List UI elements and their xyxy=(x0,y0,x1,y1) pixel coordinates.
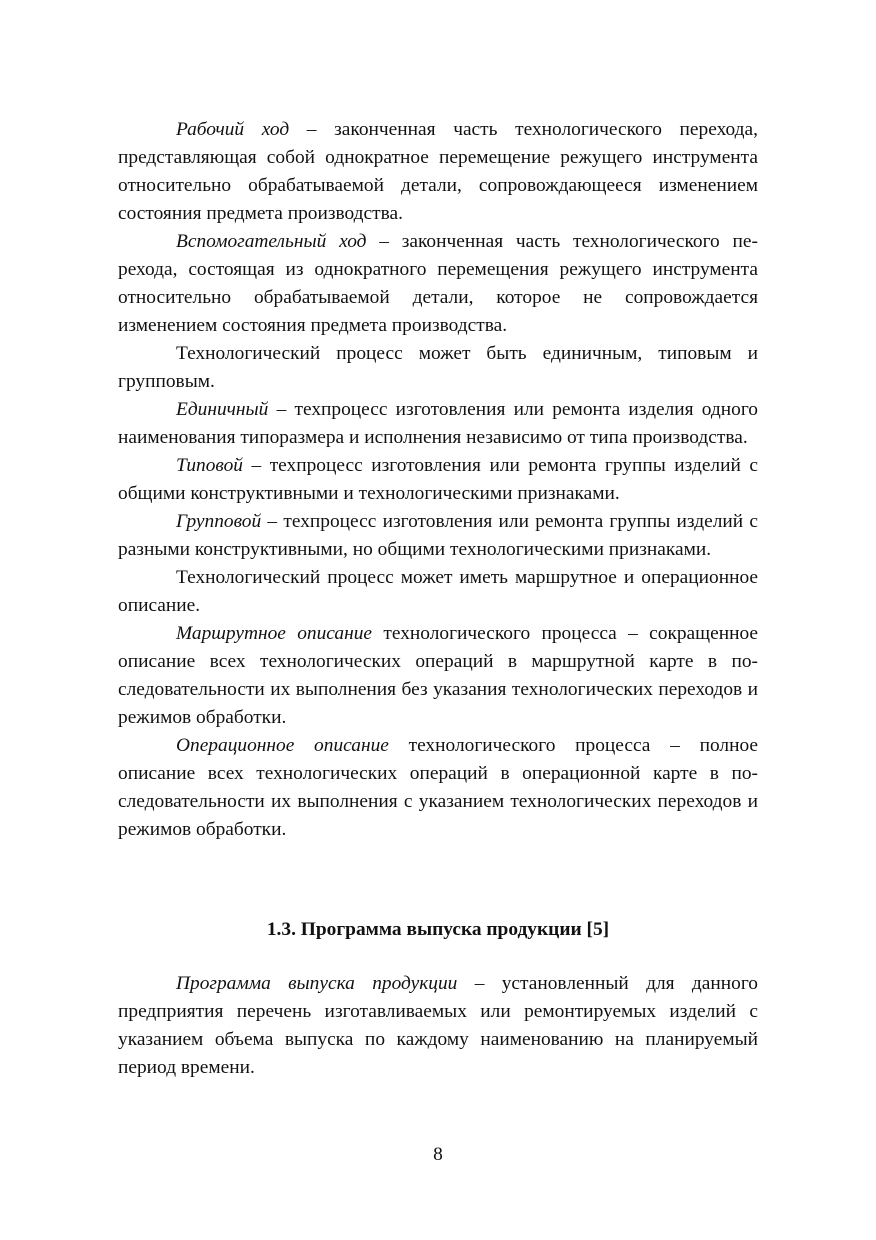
term: Программа выпуска продукции xyxy=(176,973,458,994)
definition: – установленный для данного предприятия перечень изготавливаемых или ремонтируемых изделий с указанием объема выпуска по каждому наименованию на планируемый период времени. xyxy=(118,973,758,1078)
definition: – техпроцесс изготовления или ремонта группы изделий с общими конструктивными и технологическими признаками. xyxy=(118,455,758,504)
paragraph-text: Технологический процесс может быть единичным, типовым и групповым. xyxy=(118,343,758,392)
section-body xyxy=(118,970,758,1082)
term: Вспомогательный ход xyxy=(176,231,367,252)
term: Типовой xyxy=(176,455,243,476)
term: Единичный xyxy=(176,399,269,420)
paragraph-production-program xyxy=(118,970,758,1082)
paragraph-group-process xyxy=(118,508,758,564)
definition: технологического процесса – полное описание всех технологических операций в операционной карте в последовательности их выполнения с указанием технологических переходов и режимов обработки. xyxy=(118,735,758,840)
definition: – законченная часть технологического перехода, представляющая собой однократное перемещение режущего инструмента относительно обрабатываемой детали, сопровождающееся изменением состояния предмета производства. xyxy=(118,119,758,224)
page-number: 8 xyxy=(433,1144,443,1165)
section-heading: 1.3. Программа выпуска продукции [5] xyxy=(266,919,610,940)
definition: – законченная часть технологического перехода, состоящая из однократного перемещения режущего инструмента относительно обрабатываемой детали, которое не сопровождается изменением состояния предмета производства. xyxy=(118,231,758,336)
paragraph-auxiliary-stroke xyxy=(118,228,758,340)
paragraph-route-description xyxy=(118,620,758,732)
paragraph-process-types xyxy=(118,340,758,396)
definition: – техпроцесс изготовления или ремонта группы изделий с разными конструктивными, но общими технологическими признаками. xyxy=(118,511,758,560)
paragraph-typical-process xyxy=(118,452,758,508)
term: Маршрутное описание xyxy=(176,623,373,644)
paragraph-text: Технологический процесс может иметь маршрутное и операционное описание. xyxy=(118,567,758,616)
body-text xyxy=(118,116,758,844)
definition: – техпроцесс изготовления или ремонта изделия одного наименования типоразмера и исполнения независимо от типа производства. xyxy=(118,399,758,448)
definition: технологического процесса – сокращенное описание всех технологических операций в маршрутной карте в последовательности их выполнения без указания технологических переходов и режимов обработки. xyxy=(118,623,758,728)
paragraph-single-process xyxy=(118,396,758,452)
paragraph-working-stroke xyxy=(118,116,758,228)
term: Операционное описание xyxy=(176,735,389,756)
paragraph-operation-description xyxy=(118,732,758,844)
term: Групповой xyxy=(176,511,262,532)
paragraph-description-types xyxy=(118,564,758,620)
term: Рабочий ход xyxy=(176,119,290,140)
